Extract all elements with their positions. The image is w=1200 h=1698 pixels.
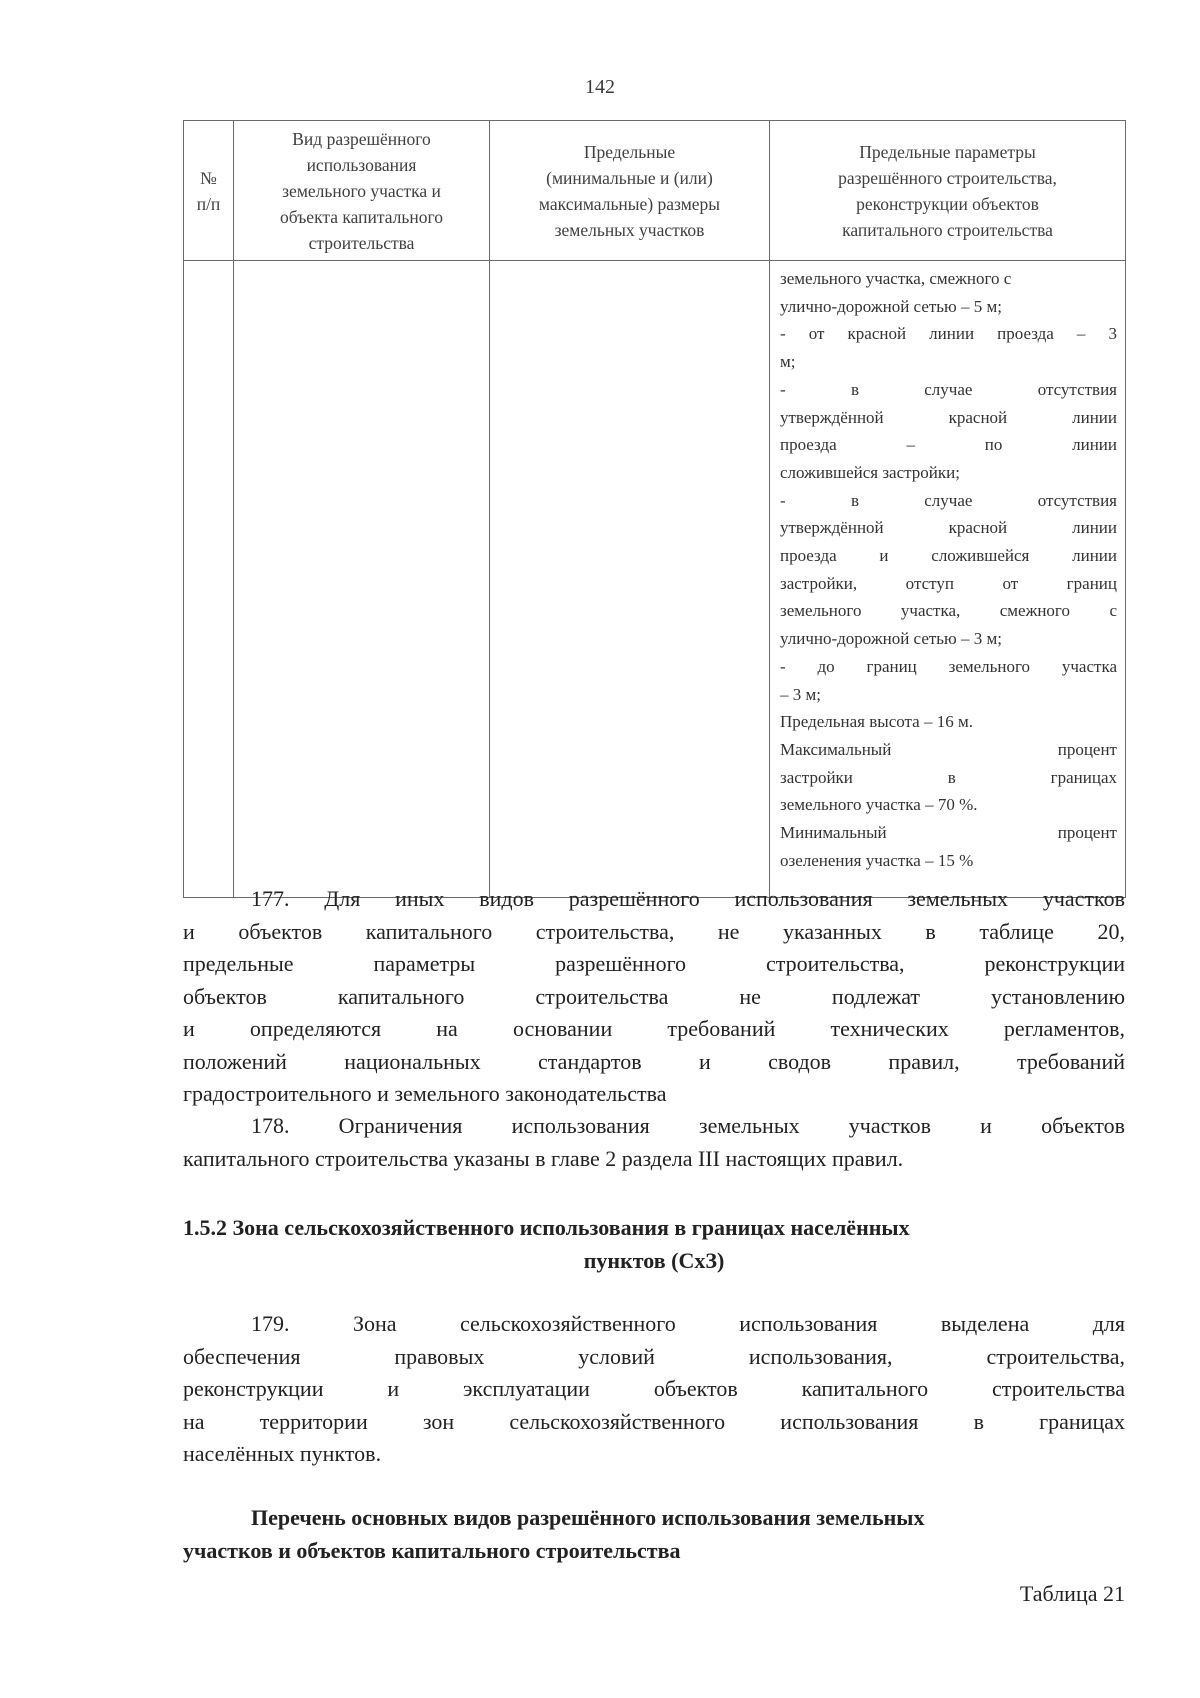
params-line: - в случае отсутствия	[780, 490, 1117, 510]
paragraph-line: и объектов капитального строительства, не указанных в таблице 20,	[183, 918, 1125, 944]
params-line: - до границ земельного участка	[780, 656, 1117, 676]
header-use-type-line: земельного участка и	[282, 180, 441, 201]
header-number	[184, 121, 234, 261]
cell-plot-sizes	[490, 261, 770, 898]
header-number-line: №	[200, 167, 217, 188]
header-number-line: п/п	[196, 193, 221, 214]
params-line: – 3 м;	[780, 684, 821, 704]
list-heading-line: участков и объектов капитального строительства	[183, 1538, 681, 1563]
paragraph-line: положений национальных стандартов и сводов правил, требований	[183, 1048, 1125, 1074]
header-construction-params-line: капитального строительства	[842, 219, 1053, 240]
paragraph-178	[183, 1110, 1125, 1175]
params-line: земельного участка, смежного с	[780, 601, 1117, 621]
section-heading	[183, 1211, 1125, 1277]
params-line: сложившейся застройки;	[780, 462, 960, 482]
header-plot-sizes	[490, 121, 770, 261]
header-construction-params-line: разрешённого строительства,	[838, 167, 1057, 188]
header-construction-params-line: реконструкции объектов	[856, 193, 1039, 214]
params-line: - от красной линии проезда – 3	[780, 324, 1117, 344]
header-use-type-line: строительства	[308, 232, 415, 253]
params-line: застройки в границах	[780, 767, 1117, 787]
paragraph-line: капитального строительства указаны в главе 2 раздела III настоящих правил.	[183, 1145, 904, 1171]
header-construction-params	[770, 121, 1126, 261]
cell-construction-params	[770, 261, 1126, 898]
cell-use-type	[234, 261, 490, 898]
section-heading-line: пунктов (СхЗ)	[583, 1248, 725, 1273]
paragraph-line: 179. Зона сельскохозяйственного использования выделена для	[251, 1311, 1125, 1336]
params-line: Предельная высота – 16 м.	[780, 712, 973, 732]
params-line: застройки, отступ от границ	[780, 573, 1117, 593]
paragraph-179	[183, 1308, 1125, 1471]
paragraph-line: объектов капитального строительства не подлежат установлению	[183, 983, 1125, 1009]
params-line: озеленения участка – 15 %	[780, 850, 974, 870]
params-line: земельного участка, смежного с	[780, 269, 1012, 288]
paragraph-line: и определяются на основании требований технических регламентов,	[183, 1016, 1125, 1041]
header-construction-params-line: Предельные параметры	[859, 141, 1036, 162]
header-plot-sizes-line: максимальные) размеры	[538, 193, 721, 214]
params-line: Минимальный процент	[780, 823, 1117, 843]
header-use-type	[234, 121, 490, 261]
land-use-table	[183, 120, 1126, 898]
header-plot-sizes-line: земельных участков	[554, 219, 705, 240]
paragraph-line: 177. Для иных видов разрешённого использования земельных участков	[251, 886, 1125, 911]
params-line: улично-дорожной сетью – 5 м;	[780, 296, 1002, 316]
header-use-type-line: Вид разрешённого	[292, 128, 431, 149]
params-line: Максимальный процент	[780, 739, 1117, 759]
params-line: - в случае отсутствия	[780, 379, 1117, 399]
paragraph-line: 178. Ограничения использования земельных участков и объектов	[251, 1113, 1125, 1138]
paragraph-line: населённых пунктов.	[183, 1441, 382, 1466]
cell-number	[184, 261, 234, 898]
header-use-type-line: объекта капитального	[280, 206, 443, 227]
params-line: улично-дорожной сетью – 3 м;	[780, 629, 1002, 649]
paragraph-line: на территории зон сельскохозяйственного использования в границах	[183, 1408, 1125, 1434]
list-heading	[183, 1501, 1125, 1567]
params-line: утверждённой красной линии	[780, 407, 1117, 427]
table-row	[184, 261, 1126, 898]
params-line: проезда – по линии	[780, 435, 1117, 455]
paragraph-line: обеспечения правовых условий использования, строительства,	[183, 1343, 1125, 1369]
page-number: 142	[585, 76, 615, 98]
params-line: проезда и сложившейся линии	[780, 546, 1117, 566]
params-line: утверждённой красной линии	[780, 518, 1117, 538]
paragraph-line: градостроительного и земельного законодательства	[183, 1081, 667, 1106]
header-plot-sizes-line: Предельные	[583, 141, 676, 162]
list-heading-line: Перечень основных видов разрешённого использования земельных	[251, 1505, 925, 1530]
header-plot-sizes-line: (минимальные и (или)	[546, 167, 713, 188]
table-header-row	[184, 121, 1126, 261]
table-caption: Таблица 21	[1019, 1581, 1125, 1606]
paragraph-line: реконструкции и эксплуатации объектов капитального строительства	[183, 1376, 1125, 1401]
header-use-type-line: использования	[306, 154, 417, 175]
section-heading-line: 1.5.2 Зона сельскохозяйственного использования в границах населённых	[183, 1215, 910, 1240]
params-line: м;	[780, 352, 796, 372]
paragraph-line: предельные параметры разрешённого строительства, реконструкции	[183, 951, 1125, 976]
paragraph-177	[183, 883, 1125, 1111]
params-line: земельного участка – 70 %.	[780, 795, 978, 815]
